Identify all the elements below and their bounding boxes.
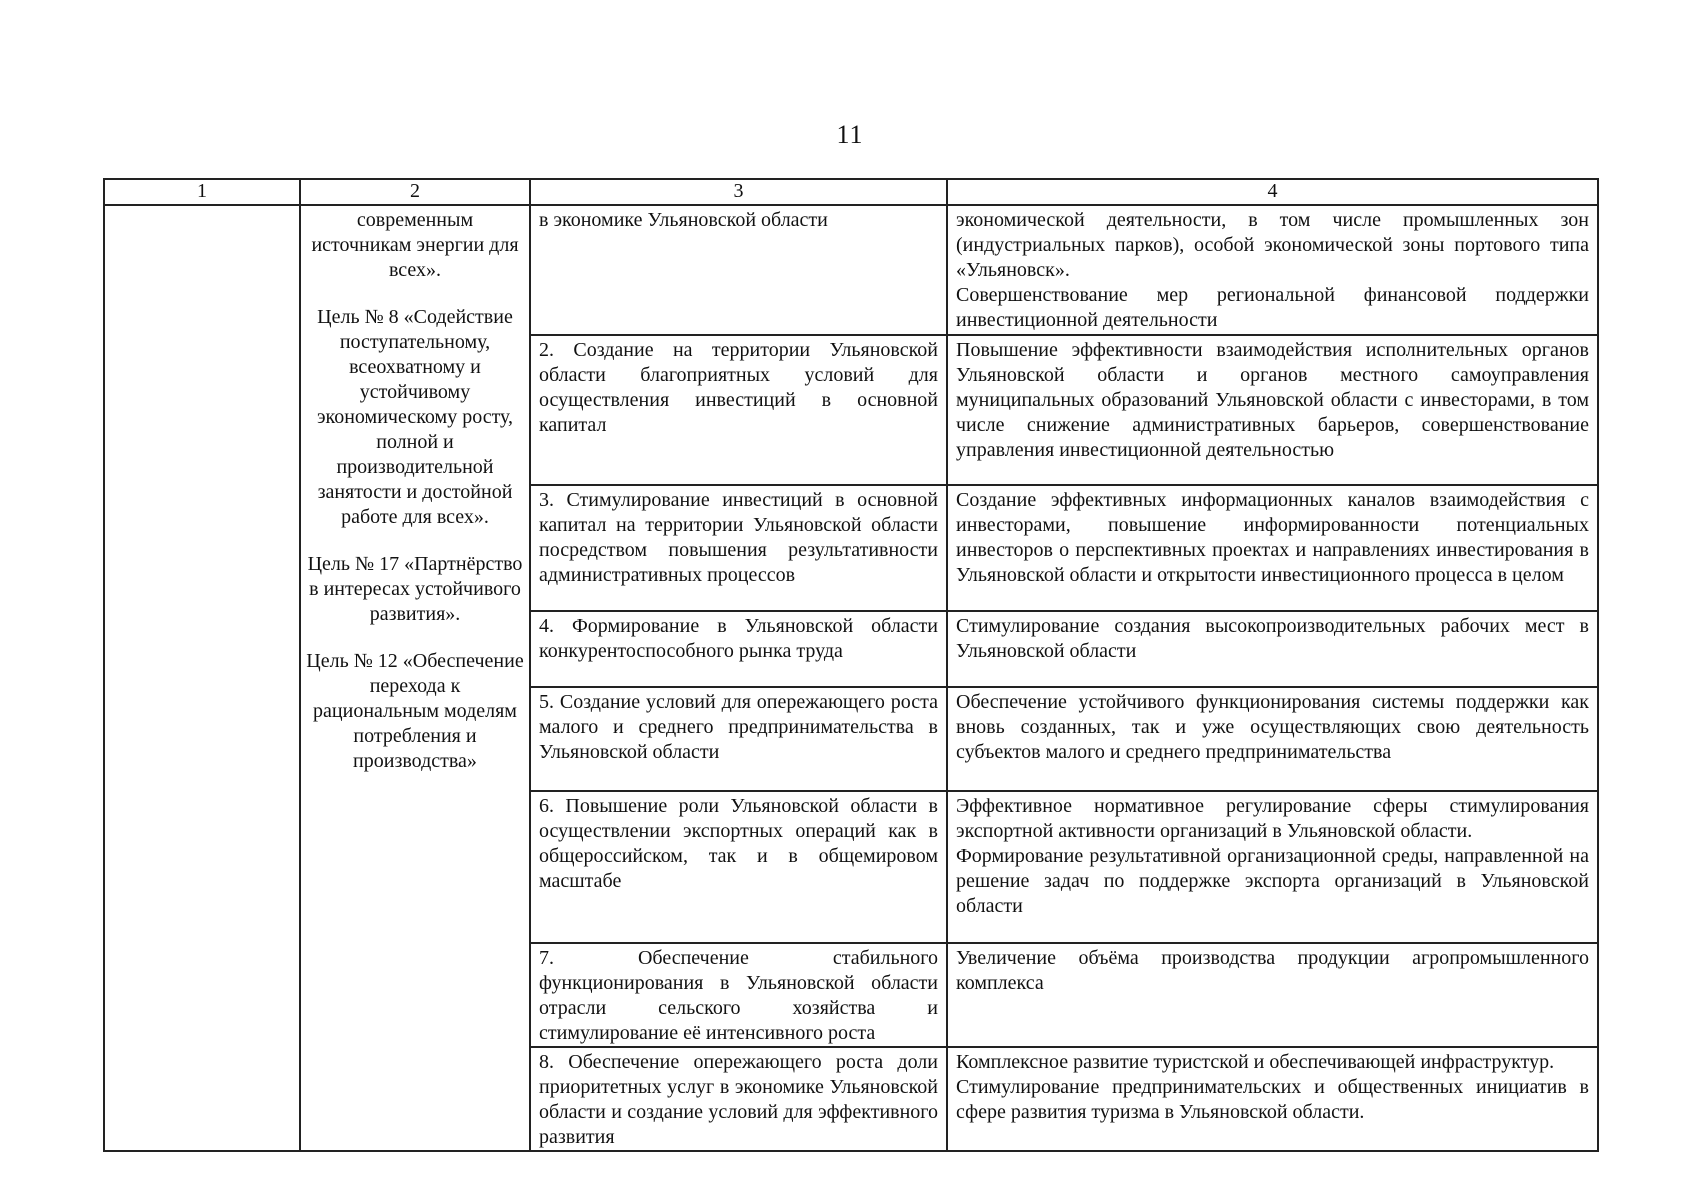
task-cell: 2. Создание на территории Ульяновской области благоприятных условий для осуществления инвестиций в основной капитал [530, 335, 947, 485]
header-col-3: 3 [530, 179, 947, 205]
measure-text: Обеспечение устойчивого функционирования системы поддержки как вновь созданных, так и уже осуществляющих свою деятельность субъектов малого и среднего предпринимательства [956, 691, 1589, 763]
task-cell: 4. Формирование в Ульяновской области конкурентоспособного рынка труда [530, 611, 947, 687]
task-cell: 8. Обеспечение опережающего роста доли приоритетных услуг в экономике Ульяновской области и создание условий для эффективного развития [530, 1047, 947, 1151]
task-cell: 3. Стимулирование инвестиций в основной капитал на территории Ульяновской области посредством повышения результативности административных процессов [530, 485, 947, 611]
measure-text: Стимулирование предпринимательских и общественных инициатив в сфере развития туризма в Ульяновской области. [956, 1076, 1589, 1123]
measure-text: Увеличение объёма производства продукции агропромышленного комплекса [956, 947, 1589, 994]
table-row [104, 205, 1598, 335]
task-cell: 7. Обеспечение стабильного функционирования в Ульяновской области отрасли сельского хозяйства и стимулирование её интенсивного роста [530, 943, 947, 1047]
measures-cell [947, 687, 1598, 791]
goal-text: Цель № 17 «Партнёрство в интересах устойчивого развития». [307, 553, 523, 625]
measure-text: экономической деятельности, в том числе промышленных зон (индустриальных парков), особой экономической зоны портового типа «Ульяновск». [956, 209, 1589, 281]
measures-cell [947, 791, 1598, 943]
table-header-row [104, 179, 1598, 205]
page-number: 11 [836, 120, 864, 149]
measure-text: Создание эффективных информационных каналов взаимодействия с инвесторами, повышение информированности потенциальных инвесторов о перспективных проектах и направлениях инвестирования в Ульяновской области и открытости инвестиционного процесса в целом [956, 489, 1589, 586]
measure-text: Совершенствование мер региональной финансовой поддержки инвестиционной деятельности [956, 284, 1589, 331]
measures-cell [947, 205, 1598, 335]
header-col-1: 1 [104, 179, 300, 205]
measure-text: Комплексное развитие туристской и обеспечивающей инфраструктур. [956, 1051, 1555, 1073]
strategy-table [103, 178, 1599, 1152]
goal-text: Цель № 8 «Содействие поступательному, всеохватному и устойчивому экономическому росту, полной и производительной занятости и достойной работе для всех». [316, 306, 514, 528]
measure-text: Формирование результативной организационной среды, направленной на решение задач по поддержке экспорта организаций в Ульяновской области [956, 845, 1589, 917]
measure-text: Стимулирование создания высокопроизводительных рабочих мест в Ульяновской области [956, 615, 1589, 662]
task-cell: 5. Создание условий для опережающего роста малого и среднего предпринимательства в Ульяновской области [530, 687, 947, 791]
header-col-2: 2 [300, 179, 530, 205]
task-cell: в экономике Ульяновской области [530, 205, 947, 335]
column-1-cell [104, 205, 300, 1151]
goals-cell [300, 205, 530, 1151]
measures-cell [947, 485, 1598, 611]
goal-text: современным источникам энергии для всех». [311, 209, 519, 281]
measures-cell [947, 335, 1598, 485]
measures-cell [947, 1047, 1598, 1151]
task-cell: 6. Повышение роли Ульяновской области в осуществлении экспортных операций как в общероссийском, так и в общемировом масштабе [530, 791, 947, 943]
measures-cell [947, 943, 1598, 1047]
measures-cell [947, 611, 1598, 687]
measure-text: Повышение эффективности взаимодействия исполнительных органов Ульяновской области и органов местного самоуправления муниципальных образований Ульяновской области с инвесторами, в том числе снижение административных барьеров, совершенствование управления инвестиционной деятельностью [956, 339, 1589, 461]
goal-text: Цель № 12 «Обеспечение перехода к рациональным моделям потребления и производства» [306, 650, 524, 772]
header-col-4: 4 [947, 179, 1598, 205]
measure-text: Эффективное нормативное регулирование сферы стимулирования экспортной активности организаций в Ульяновской области. [956, 795, 1589, 842]
